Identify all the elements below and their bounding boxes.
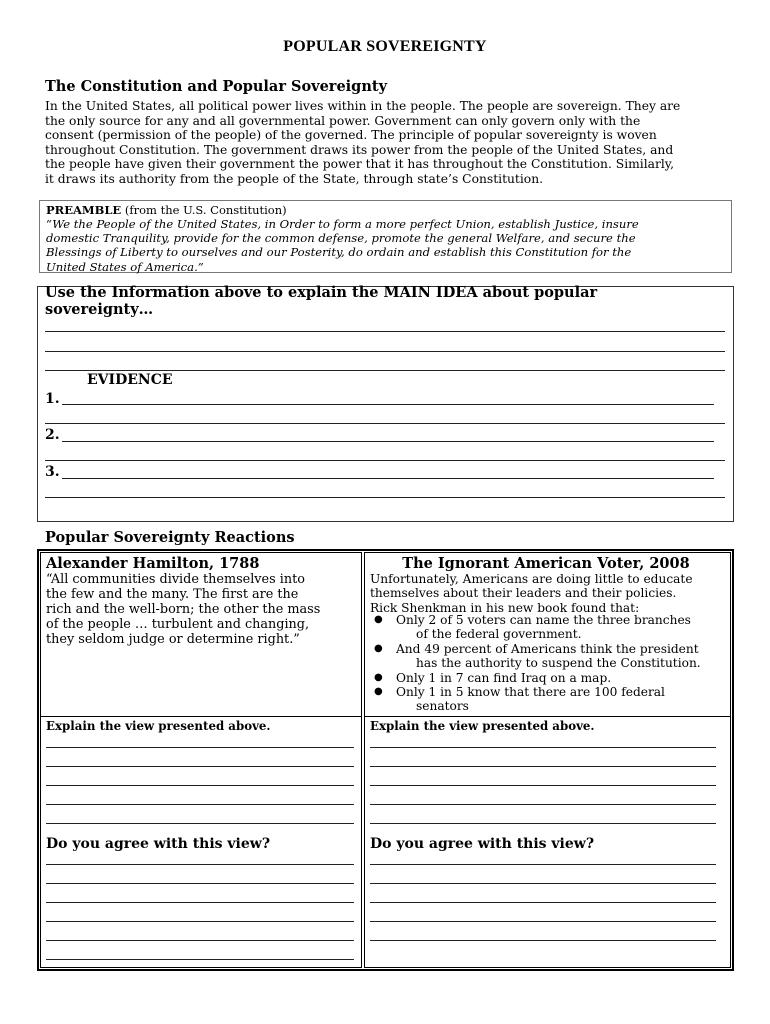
answer-line[interactable] — [46, 864, 354, 865]
explain-label-left: Explain the view presented above. — [46, 719, 271, 733]
section-heading: The Constitution and Popular Sovereignty — [45, 78, 387, 95]
answer-line[interactable] — [45, 423, 725, 424]
intro-line: Unfortunately, Americans are doing little to educate — [370, 572, 693, 586]
list-item: ● Only 2 of 5 voters can name the three branches of the federal government. — [374, 613, 691, 642]
evidence-line[interactable] — [62, 441, 714, 442]
preamble-box — [39, 200, 732, 273]
preamble-line: Blessings of Liberty to ourselves and our Posterity, do ordain and establish this Constitution for the — [46, 245, 632, 260]
answer-line[interactable] — [370, 823, 716, 824]
answer-line[interactable] — [370, 804, 716, 805]
evidence-number: 1. — [45, 391, 60, 407]
section-body — [45, 99, 725, 187]
prompt-line: Use the Information above to explain the MAIN IDEA about popular — [45, 284, 598, 301]
answer-line[interactable] — [46, 804, 354, 805]
answer-line[interactable] — [46, 785, 354, 786]
preamble-text — [46, 217, 726, 274]
preamble-line: “We the People of the United States, in Order to form a more perfect Union, establish Justice, insure — [46, 217, 639, 231]
evidence-line[interactable] — [62, 478, 714, 479]
voter-facts-list — [370, 613, 725, 714]
answer-line[interactable] — [46, 823, 354, 824]
bullet-icon: ● — [374, 642, 383, 654]
answer-line[interactable] — [45, 497, 725, 498]
evidence-number: 2. — [45, 427, 60, 443]
quote-line: “All communities divide themselves into — [46, 572, 305, 587]
preamble-line: domestic Tranquility, provide for the common defense, promote the general Welfare, and secure the — [46, 231, 636, 246]
evidence-number: 3. — [45, 464, 60, 480]
answer-line[interactable] — [45, 351, 725, 352]
answer-line[interactable] — [46, 902, 354, 903]
preamble-line: United States of America.” — [46, 259, 204, 274]
bullet-icon: ● — [374, 686, 383, 698]
quote-line: the few and the many. The first are the — [46, 587, 299, 602]
body-line: In the United States, all political power lives within in the people. The people are sovereign. They are — [45, 99, 681, 113]
answer-line[interactable] — [46, 883, 354, 884]
hamilton-quote — [46, 572, 358, 647]
answer-line[interactable] — [370, 785, 716, 786]
preamble-label-row — [46, 204, 726, 217]
quote-line: rich and the well-born; the other the mass — [46, 602, 321, 617]
evidence-label: EVIDENCE — [87, 372, 173, 388]
answer-line[interactable] — [370, 747, 716, 748]
list-item: ● Only 1 in 7 can find Iraq on a map. — [374, 670, 612, 685]
intro-line: themselves about their leaders and their policies. — [370, 586, 677, 601]
body-line: the people have given their government the power that it has throughout the Constitution. Similarly, — [45, 157, 675, 172]
answer-line[interactable] — [45, 370, 725, 371]
list-item: ● And 49 percent of Americans think the president has the authority to suspend the Constitution. — [374, 641, 701, 671]
body-line: the only source for any and all governmental power. Government can only govern only with the — [45, 113, 641, 128]
quote-line: they seldom judge or determine right.” — [46, 632, 300, 647]
quote-line: of the people … turbulent and changing, — [46, 617, 310, 632]
answer-line[interactable] — [370, 921, 716, 922]
answer-line[interactable] — [46, 959, 354, 960]
agree-label-left: Do you agree with this view? — [46, 836, 271, 852]
answer-line[interactable] — [45, 460, 725, 461]
answer-line[interactable] — [46, 747, 354, 748]
preamble-source: (from the U.S. Constitution) — [124, 203, 287, 217]
main-idea-prompt — [45, 284, 705, 318]
voter-title: The Ignorant American Voter, 2008 — [402, 555, 690, 572]
explain-label-right: Explain the view presented above. — [370, 719, 595, 733]
intro-line: Rick Shenkman in his new book found that: — [370, 600, 640, 615]
bullet-icon: ● — [374, 671, 383, 683]
prompt-line: sovereignty… — [45, 301, 154, 318]
reactions-heading: Popular Sovereignty Reactions — [45, 529, 295, 546]
body-line: consent (permission of the people) of the governed. The principle of popular sovereignty is woven — [45, 128, 657, 143]
answer-line[interactable] — [370, 766, 716, 767]
answer-line[interactable] — [45, 331, 725, 332]
answer-line[interactable] — [46, 921, 354, 922]
answer-line[interactable] — [370, 940, 716, 941]
agree-label-right: Do you agree with this view? — [370, 836, 595, 852]
bullet-icon: ● — [374, 614, 383, 625]
evidence-line[interactable] — [62, 404, 714, 405]
answer-line[interactable] — [370, 883, 716, 884]
answer-line[interactable] — [370, 864, 716, 865]
answer-line[interactable] — [46, 940, 354, 941]
answer-line[interactable] — [370, 902, 716, 903]
hamilton-title: Alexander Hamilton, 1788 — [46, 555, 260, 572]
body-line: throughout Constitution. The government draws its power from the people of the United States, and — [45, 142, 674, 157]
voter-intro — [370, 572, 725, 615]
page-title: POPULAR SOVEREIGNTY — [283, 38, 487, 55]
list-item: ● Only 1 in 5 know that there are 100 federal senators — [374, 685, 665, 714]
body-line: it draws its authority from the people of the State, through state’s Constitution. — [45, 171, 544, 186]
preamble-label: PREAMBLE — [46, 203, 122, 217]
answer-line[interactable] — [46, 766, 354, 767]
